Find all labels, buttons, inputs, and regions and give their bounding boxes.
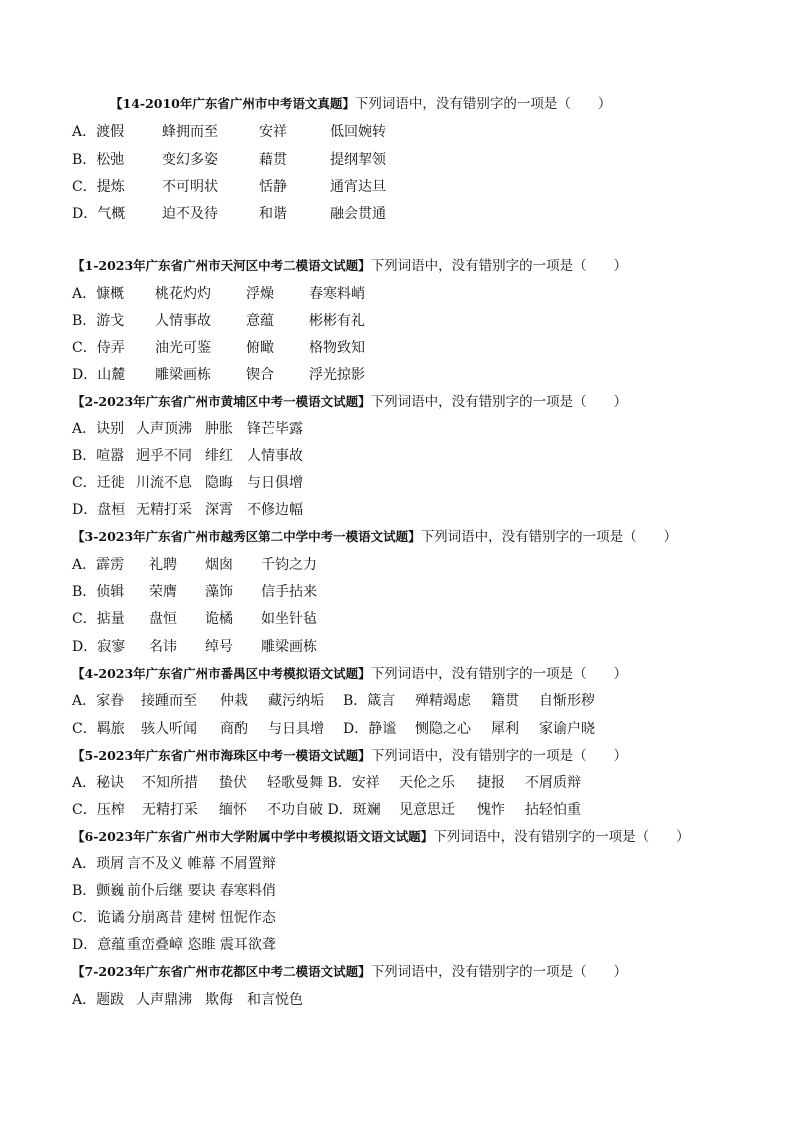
option-word: 人声顶沸 xyxy=(136,421,192,437)
option-label: B．游戈 xyxy=(72,313,125,329)
option-word: 骇人听闻 xyxy=(141,721,197,737)
option-word: 人声鼎沸 xyxy=(136,992,192,1008)
option-word: 商酌 xyxy=(220,721,248,737)
option-label: A．秘诀 xyxy=(72,775,125,791)
option-label: D．寂寥 xyxy=(72,639,126,655)
option-word: 锲合 xyxy=(246,367,274,383)
question-stem: 下列词语中，没有错别字的一项是（ ） xyxy=(370,258,628,274)
option-word: 诡橘 xyxy=(205,611,233,627)
option-label: C．诡谲 xyxy=(72,910,125,926)
option-word: 愧怍 xyxy=(477,802,505,818)
option-word: 融会贯通 xyxy=(330,206,386,222)
option-word: 家谕户晓 xyxy=(539,721,595,737)
option-label: A．渡假 xyxy=(72,124,125,140)
question-heading xyxy=(72,255,627,277)
option-word: 藏污纳垢 xyxy=(268,693,324,709)
option-word: 迫不及待 xyxy=(162,206,218,222)
option-word: 前仆后继 要诀 春寒料俏 xyxy=(127,883,276,899)
option-word: 如坐针毡 xyxy=(261,611,317,627)
option-word: 和言悦色 xyxy=(247,992,303,1008)
option-word: 浮燥 xyxy=(246,286,274,302)
option-label: C．压榨 xyxy=(72,802,125,818)
option-label: D．山麓 xyxy=(72,367,126,383)
option-word: 欺侮 xyxy=(205,992,233,1008)
option-label: D．意蕴 xyxy=(72,937,126,953)
option-word: 拈轻怕重 xyxy=(525,802,581,818)
question-stem: 下列词语中，没有错别字的一项是（ ） xyxy=(370,964,628,980)
option-word: 浮光掠影 xyxy=(309,367,365,383)
option-word: 捷报 xyxy=(477,775,505,791)
option-word: 礼聘 xyxy=(149,557,177,573)
option-word: 与日俱增 xyxy=(247,475,303,491)
option-label: B．颤巍 xyxy=(72,883,125,899)
question-heading xyxy=(72,391,627,413)
option-word: 俯瞰 xyxy=(246,340,274,356)
option-word: 烟囱 xyxy=(205,557,233,573)
option-word: 意蕴 xyxy=(246,313,274,329)
option-word: 人情事故 xyxy=(155,313,211,329)
option-label: D．静谧 xyxy=(343,721,397,737)
option-label: A．霹雳 xyxy=(72,557,125,573)
option-label: D．盘桓 xyxy=(72,502,126,518)
question-heading xyxy=(72,745,627,767)
question-stem: 下列词语中，没有错别字的一项是（ ） xyxy=(370,666,628,682)
option-word: 不屑质辩 xyxy=(525,775,581,791)
question-source: 【6-2023年广东省广州市大学附属中学中考模拟语文语文试题】 xyxy=(72,829,434,844)
option-word: 通宵达旦 xyxy=(330,179,386,195)
option-word: 不修边幅 xyxy=(247,502,303,518)
option-word: 绯红 xyxy=(205,448,233,464)
option-word: 格物致知 xyxy=(309,340,365,356)
question-source: 【1-2023年广东省广州市天河区中考二模语文试题】 xyxy=(72,258,371,273)
option-label: A．诀别 xyxy=(72,421,125,437)
option-word: 人情事故 xyxy=(247,448,303,464)
option-word: 盘恒 xyxy=(149,611,177,627)
option-word: 油光可鉴 xyxy=(155,340,211,356)
option-word: 言不及义 帷幕 不屑置辩 xyxy=(127,856,276,872)
option-word: 春寒料峭 xyxy=(309,286,365,302)
option-word: 重峦叠嶂 恣睢 震耳欲聋 xyxy=(127,937,276,953)
option-word: 桃花灼灼 xyxy=(155,286,211,302)
option-word: 迥乎不同 xyxy=(136,448,192,464)
option-word: 名讳 xyxy=(149,639,177,655)
option-word: 分崩离昔 建树 忸怩作态 xyxy=(127,910,276,926)
question-source: 【14-2010年广东省广州市中考语文真题】 xyxy=(110,96,355,111)
option-word: 不知所措 xyxy=(142,775,198,791)
option-word: 不功自破 D．斑斓 xyxy=(267,802,381,818)
option-word: 雕梁画栋 xyxy=(155,367,211,383)
question-heading xyxy=(72,826,690,848)
option-label: B．侦辑 xyxy=(72,584,125,600)
question-stem: 下列词语中，没有错别字的一项是（ ） xyxy=(354,96,612,112)
question-stem: 下列词语中，没有错别字的一项是（ ） xyxy=(370,748,628,764)
option-word: 接踵而至 xyxy=(141,693,197,709)
option-word: 肿胀 xyxy=(205,421,233,437)
option-word: 轻歌曼舞 B．安祥 xyxy=(267,775,380,791)
option-word: 信手拈来 xyxy=(261,584,317,600)
option-word: 锋芒毕露 xyxy=(247,421,303,437)
question-source: 【4-2023年广东省广州市番禺区中考模拟语文试题】 xyxy=(72,666,371,681)
option-label: A．慷概 xyxy=(72,286,125,302)
option-word: 恻隐之心 xyxy=(415,721,471,737)
option-word: 恬静 xyxy=(259,179,287,195)
question-heading xyxy=(72,961,627,983)
option-word: 深霄 xyxy=(205,502,233,518)
option-word: 藻饰 xyxy=(205,584,233,600)
question-stem: 下列词语中，没有错别字的一项是（ ） xyxy=(420,529,678,545)
option-word: 天伦之乐 xyxy=(399,775,455,791)
option-word: 殚精竭虑 xyxy=(415,693,471,709)
option-word: 安祥 xyxy=(259,124,287,140)
option-label: C．羁旅 xyxy=(72,721,125,737)
option-word: 彬彬有礼 xyxy=(309,313,365,329)
option-word: 自惭形秽 xyxy=(539,693,595,709)
option-label: C．提炼 xyxy=(72,179,125,195)
option-word: 无精打采 xyxy=(142,802,198,818)
question-heading xyxy=(72,526,677,548)
question-heading xyxy=(72,663,627,685)
option-word: 雕梁画栋 xyxy=(261,639,317,655)
option-label: B．喧嚣 xyxy=(72,448,125,464)
option-word: 缅怀 xyxy=(219,802,247,818)
option-label: C．掂量 xyxy=(72,611,125,627)
option-label: A．琐屑 xyxy=(72,856,125,872)
question-stem: 下列词语中，没有错别字的一项是（ ） xyxy=(433,829,690,845)
option-word: 变幻多姿 xyxy=(162,152,218,168)
option-label: B．松弛 xyxy=(72,152,125,168)
question-stem: 下列词语中，没有错别字的一项是（ ） xyxy=(370,394,628,410)
option-label: B．箴言 xyxy=(343,693,396,709)
option-word: 低回婉转 xyxy=(330,124,386,140)
question-source: 【2-2023年广东省广州市黄埔区中考一模语文试题】 xyxy=(72,394,371,409)
option-word: 川流不息 xyxy=(136,475,192,491)
option-word: 隐晦 xyxy=(205,475,233,491)
option-word: 不可明状 xyxy=(162,179,218,195)
option-word: 蛰伏 xyxy=(219,775,247,791)
option-word: 见意思迁 xyxy=(399,802,455,818)
option-word: 提纲挈领 xyxy=(330,152,386,168)
option-word: 和谐 xyxy=(259,206,287,222)
option-word: 无精打采 xyxy=(136,502,192,518)
option-word: 籍贯 xyxy=(491,693,519,709)
option-label: C．侍弄 xyxy=(72,340,125,356)
option-word: 与日具增 xyxy=(268,721,324,737)
question-source: 【5-2023年广东省广州市海珠区中考一模语文试题】 xyxy=(72,748,371,763)
option-label: A．题跋 xyxy=(72,992,125,1008)
option-word: 藉贯 xyxy=(259,152,287,168)
option-label: A．家眷 xyxy=(72,693,125,709)
option-word: 千钧之力 xyxy=(261,557,317,573)
question-heading xyxy=(110,93,611,115)
option-label: D．气概 xyxy=(72,206,126,222)
option-label: C．迁徙 xyxy=(72,475,125,491)
option-word: 仲栽 xyxy=(220,693,248,709)
option-word: 犀利 xyxy=(491,721,519,737)
question-source: 【7-2023年广东省广州市花都区中考二模语文试题】 xyxy=(72,964,371,979)
option-word: 蜂拥而至 xyxy=(162,124,218,140)
option-word: 荣膺 xyxy=(149,584,177,600)
option-word: 绰号 xyxy=(205,639,233,655)
question-source: 【3-2023年广东省广州市越秀区第二中学中考一模语文试题】 xyxy=(72,529,421,544)
